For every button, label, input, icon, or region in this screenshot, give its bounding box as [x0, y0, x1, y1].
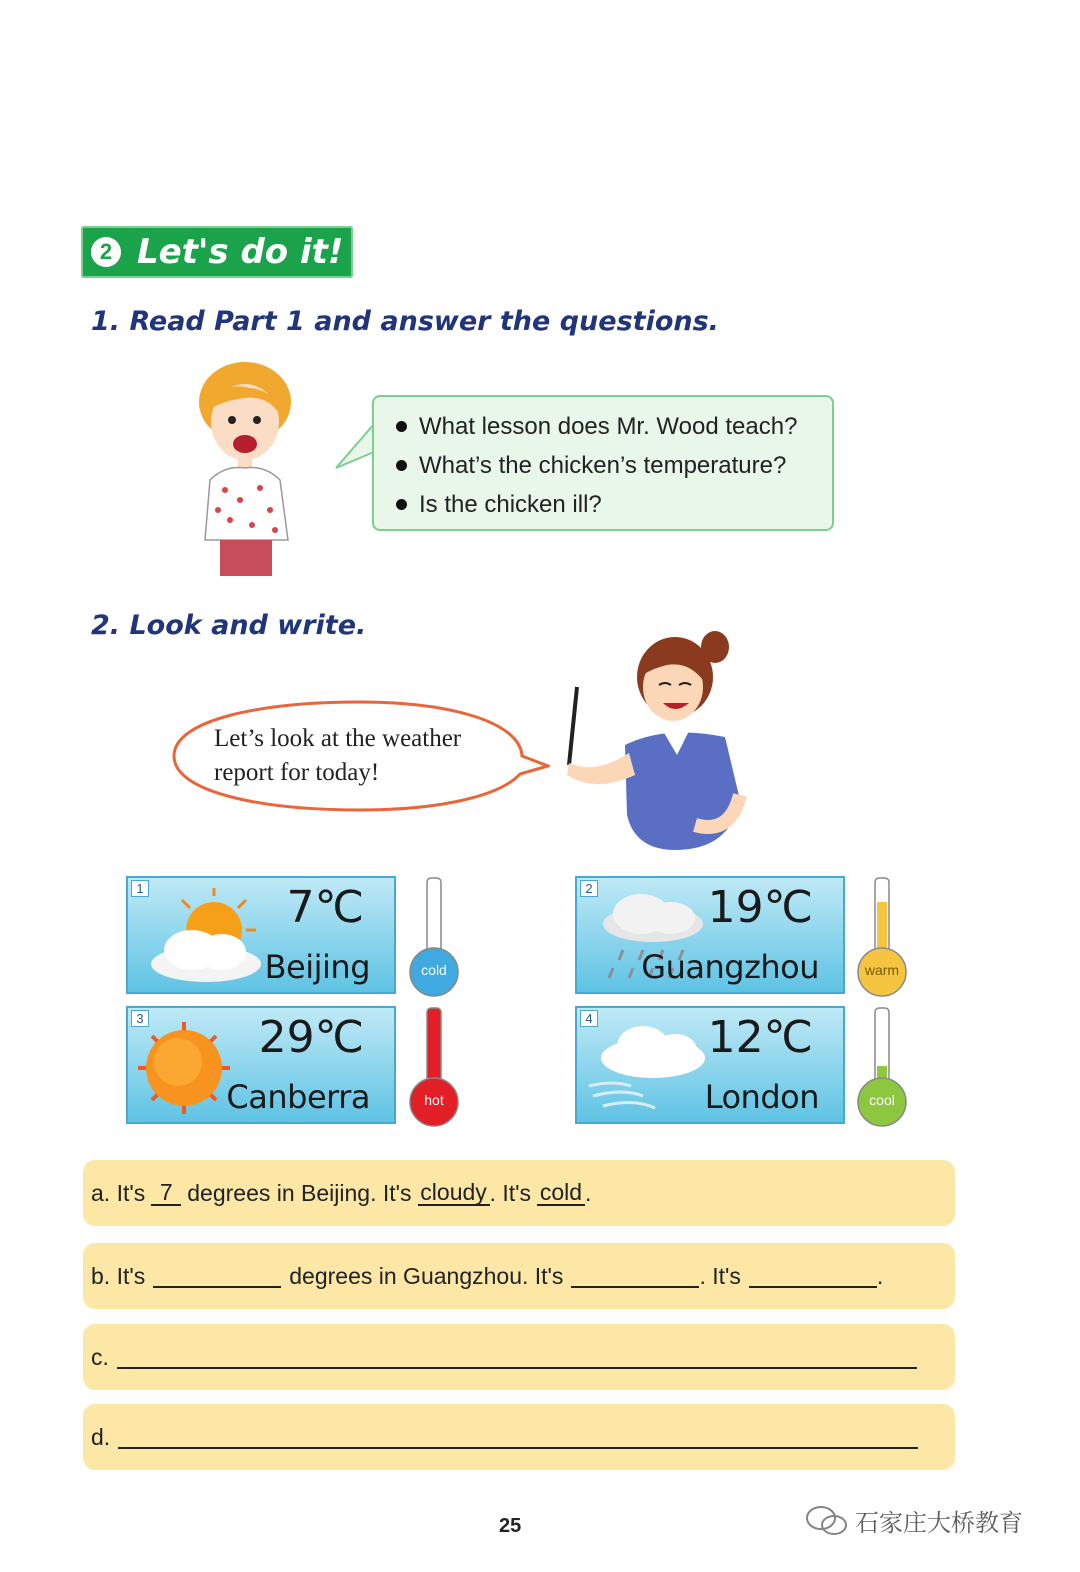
answer-blank[interactable]	[117, 1345, 917, 1369]
sun-cloud-icon	[134, 888, 264, 988]
section-header	[81, 226, 353, 278]
girl-illustration	[180, 360, 310, 580]
section-number-badge: 2	[91, 237, 121, 267]
card-number: 1	[131, 880, 149, 897]
teacher-illustration	[555, 625, 770, 855]
answer-row-c: c.	[83, 1324, 955, 1390]
card-city: Guangzhou	[641, 948, 819, 986]
watermark: 石家庄大桥教育	[805, 1503, 1023, 1538]
card-number: 4	[580, 1010, 598, 1027]
card-city: London	[704, 1078, 819, 1116]
answer-blank[interactable]	[571, 1264, 699, 1288]
weather-card	[575, 1006, 845, 1124]
answer-row-b: b. It's degrees in Guangzhou. It's . It's .	[83, 1243, 955, 1309]
answer-row-d: d.	[83, 1404, 955, 1470]
thermometer-icon	[406, 1006, 462, 1128]
card-city: Beijing	[264, 948, 370, 986]
thermometer-icon	[854, 1006, 910, 1128]
section-title: Let's do it!	[137, 232, 344, 272]
answer-blank[interactable]	[749, 1264, 877, 1288]
page-number: 25	[499, 1515, 522, 1537]
card-number: 3	[131, 1010, 149, 1027]
weather-card	[126, 1006, 396, 1124]
thermometer-icon	[854, 876, 910, 998]
part2-heading: 2. Look and write.	[91, 610, 367, 641]
answer-row-a: a. It's 7 degrees in Beijing. It's cloudy . It's cold .	[83, 1160, 955, 1226]
card-city: Canberra	[226, 1078, 370, 1116]
card-temperature: 19℃	[707, 882, 813, 933]
part1-heading: 1. Read Part 1 and answer the questions.	[91, 306, 719, 337]
card-temperature: 7℃	[286, 882, 364, 933]
card-number: 2	[580, 880, 598, 897]
answer-blank[interactable]	[153, 1264, 281, 1288]
thermometer-label: hot	[424, 1092, 444, 1108]
wechat-icon	[805, 1504, 849, 1538]
thermometer-label: cold	[421, 962, 447, 978]
card-temperature: 29℃	[258, 1012, 364, 1063]
question-item: Is the chicken ill?	[396, 485, 832, 524]
weather-card	[126, 876, 396, 994]
weather-card	[575, 876, 845, 994]
questions-box	[372, 395, 834, 531]
thermometer-label: warm	[864, 962, 900, 978]
answer-blank[interactable]: 7	[151, 1180, 181, 1206]
question-item: What lesson does Mr. Wood teach?	[396, 407, 832, 446]
card-temperature: 12℃	[707, 1012, 813, 1063]
speech-bubble-text: Let’s look at the weather report for today!	[214, 725, 462, 786]
question-item: What’s the chicken’s temperature?	[396, 446, 832, 485]
answer-blank[interactable]: cloudy	[418, 1180, 490, 1206]
thermometer-label: cool	[869, 1092, 895, 1108]
wind-cloud-icon	[583, 1018, 713, 1118]
answer-blank[interactable]	[118, 1425, 918, 1449]
answer-blank[interactable]: cold	[537, 1180, 585, 1206]
